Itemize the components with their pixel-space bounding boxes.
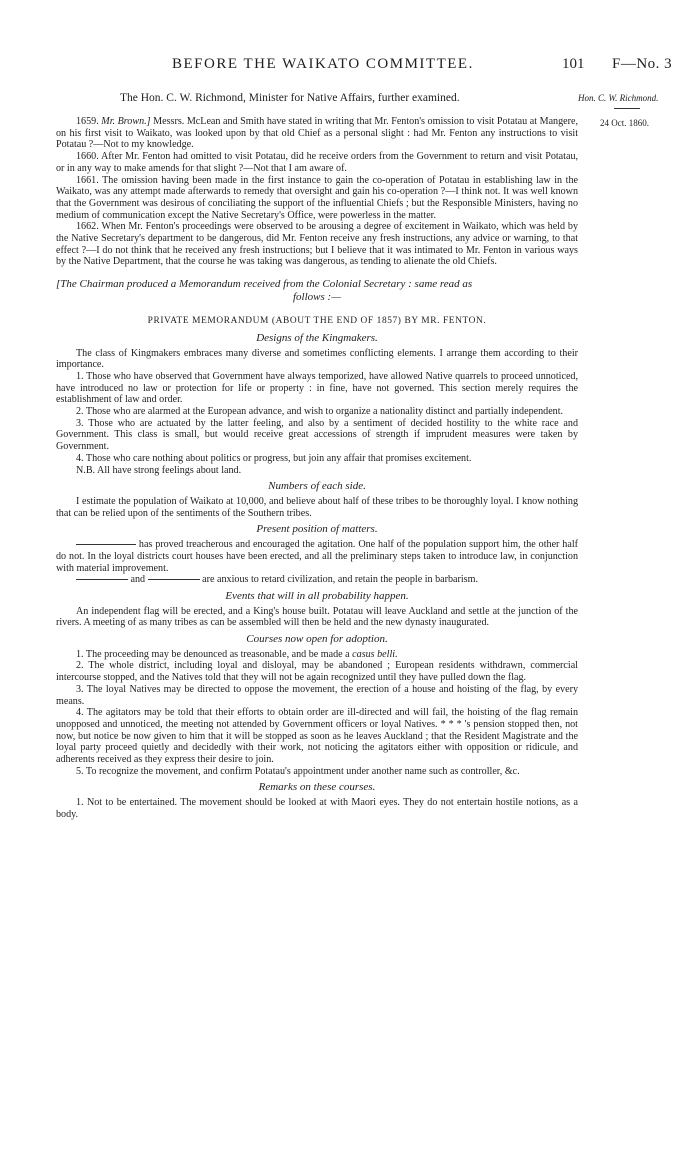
section-heading-courses: Courses now open for adoption. xyxy=(246,633,388,646)
courses-item-1: 1. The proceeding may be denounced as treasonable, and be made a casus belli. xyxy=(76,648,398,660)
memorandum-title: PRIVATE MEMORANDUM (ABOUT THE END OF 1857) BY MR. FENTON. xyxy=(147,316,487,327)
designs-intro: The class of Kingmakers embraces many diverse and sometimes conflicting elements. I arrange them according to their importance. xyxy=(56,347,578,371)
section-heading-numbers: Numbers of each side. xyxy=(268,480,366,493)
running-header xyxy=(0,56,700,76)
redaction-dash xyxy=(76,544,136,545)
margin-date: 24 Oct. 1860. xyxy=(600,118,649,128)
numbers-text: I estimate the population of Waikato at 10,000, and believe about half of these tribes to be thoroughly loyal. I know nothing that can be relied upon of the sentiments of the Southern tribes. xyxy=(56,495,578,519)
question-1659: 1659. Mr. Brown.] Messrs. McLean and Smith have stated in writing that Mr. Fenton's omission to visit Potatau at Mangere, on his first visit to Waikato, was looked upon by that old Chief as a personal slight : had Mr. Fenton any instructions to visit Potatau ?—Not to my knowledge. xyxy=(56,116,578,151)
designs-note: N.B. All have strong feelings about land. xyxy=(76,464,242,476)
margin-witness-name: Hon. C. W. Richmond. xyxy=(578,93,659,103)
courses-item-2: 2. The whole district, including loyal and disloyal, may be abandoned ; European residents withdrawn, commercial intercourse stopped, and the Natives told that they will not be again recognized until they have pulled down the flag. xyxy=(56,660,578,684)
designs-item-1: 1. Those who have observed that Government have always temporized, have allowed Native quarrels to proceed unnoticed, have introduced no law or protection for life or property : in fine, have not governed. This section merely requires the establishment of law and order. xyxy=(56,370,578,406)
header-title: BEFORE THE WAIKATO COMMITTEE. xyxy=(172,56,474,72)
witness-caption: The Hon. C. W. Richmond, Minister for Native Affairs, further examined. xyxy=(120,92,460,104)
courses-item-3: 3. The loyal Natives may be directed to oppose the movement, the erection of a house and hoisting of the flag, by every means. xyxy=(56,683,578,707)
events-text: An independent flag will be erected, and a King's house built. Potatau will leave Auckland and settle at the junction of the rivers. A meeting of as many tribes as can be assembled will then be held and the new dynasty inaugurated. xyxy=(56,605,578,629)
chairman-note: [The Chairman produced a Memorandum received from the Colonial Secretary : same read as follows :— xyxy=(56,278,473,304)
designs-item-4: 4. Those who care nothing about politics or progress, but join any affair that promises excitement. xyxy=(76,452,472,464)
page-number: 101 xyxy=(562,56,585,72)
designs-item-2: 2. Those who are alarmed at the European advance, and wish to organize a nationality distinct and partially independent. xyxy=(76,406,564,418)
document-number: F—No. 3 xyxy=(612,56,673,72)
margin-rule xyxy=(614,108,640,109)
section-heading-position: Present position of matters. xyxy=(256,523,378,536)
remarks-text: 1. Not to be entertained. The movement should be looked at with Maori eyes. They do not entertain hostile notions, as a body. xyxy=(56,797,578,820)
section-heading-designs: Designs of the Kingmakers. xyxy=(256,331,378,344)
question-1661: 1661. The omission having been made in the first instance to gain the co-operation of Potatau in establishing law in the Waikato, was any attempt made afterwards to remedy that oversight and gain his co-operation ?—I think not. It was well known that the Government was desirous of conciliating the support of the influential Chiefs ; but the Responsible Ministers, having no medium of communication except the Native Secretary's Office, were powerless in the matter. xyxy=(56,174,578,221)
speaker-label: Mr. Brown.] xyxy=(101,116,151,127)
question-1662: 1662. When Mr. Fenton's proceedings were observed to be arousing a degree of excitement in Waikato, which was held by the Native Secretary's department to be dangerous, did Mr. Fenton receive any fresh instructions, any advice or warning, to that effect ?—I do not think that he received any fresh instructions; but I believe that it was intimated to Mr. Fenton in various ways by the Native Department, that the course he was taking was dangerous, as tending to alienate the old Chiefs. xyxy=(56,221,579,268)
redaction-dash xyxy=(76,579,128,580)
courses-item-4: 4. The agitators may be told that their efforts to obtain order are ill-directed and will fail, the hoisting of the flag remain unopposed and unnoticed, the meeting not attended by Government officers or loyal Natives. * * * 's pension stopped then, not now, but notice be now given to him that it will be stopped as soon as he leaves Auckland ; that the Resident Magistrate and the loyal party proceed quietly and decidedly with their work, not noticing the agitators either with opposition or ridicule, and adherents received as they express their desire to join. xyxy=(56,707,578,766)
section-heading-remarks: Remarks on these courses. xyxy=(258,781,376,794)
question-1660: 1660. After Mr. Fenton had omitted to visit Potatau, did he receive orders from the Government to return and visit Potatau, or in any way to make amends for that slight ?—Not that I am aware of. xyxy=(56,151,579,174)
examination-subheading xyxy=(0,92,700,108)
designs-item-3: 3. Those who are actuated by the latter feeling, and also by a sentiment of decided hostility to the white race and Government. This class is small, but would receive great accessions of strength if imprudent measures were taken by Government. xyxy=(56,417,578,453)
main-text xyxy=(56,116,578,821)
position-text-2: and are anxious to retard civilization, and retain the people in barbarism. xyxy=(56,574,578,586)
redaction-dash xyxy=(148,579,200,580)
section-heading-events: Events that will in all probability happen. xyxy=(225,589,409,602)
position-text-1: has proved treacherous and encouraged the agitation. One half of the population support him, the other half do not. In the loyal districts court houses have been erected, and all the preliminary steps taken to introduce law, in conjunction with material improvement. xyxy=(56,539,578,574)
courses-item-5: 5. To recognize the movement, and confirm Potatau's appointment under another name such as controller, &c. xyxy=(76,765,520,777)
